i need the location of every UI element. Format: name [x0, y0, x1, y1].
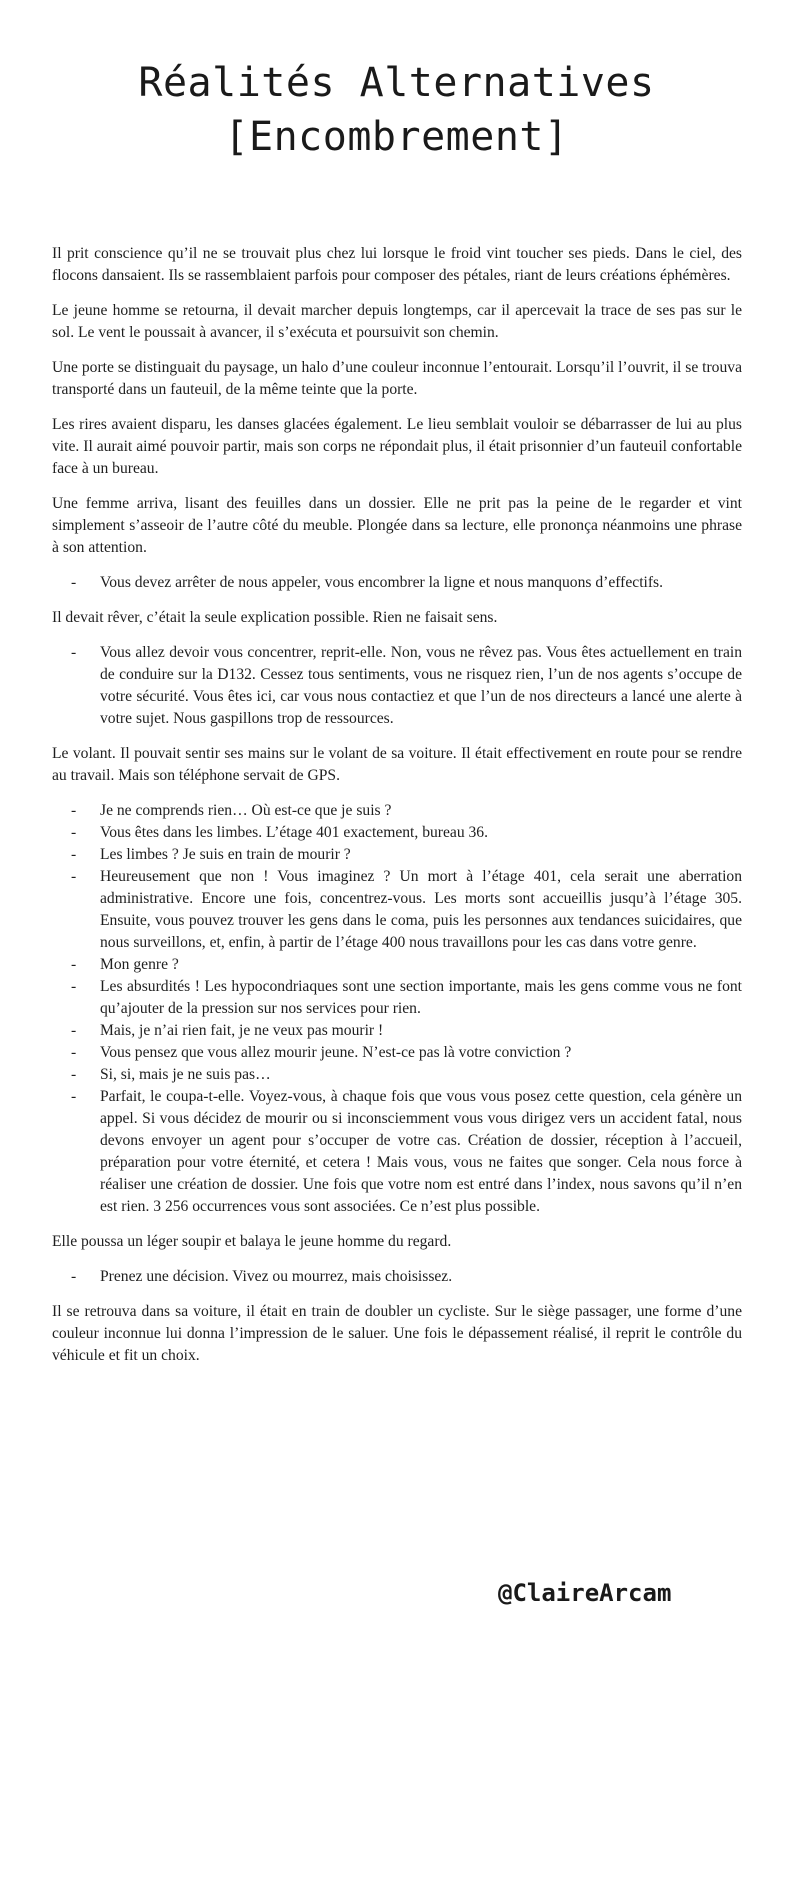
dialogue-list [52, 1266, 742, 1288]
paragraph: Les rires avaient disparu, les danses glacées également. Le lieu semblait vouloir se débarrasser de lui au plus vite. Il aurait aimé pouvoir partir, mais son corps ne répondait plus, il était prisonnier d’un fauteuil confortable face à un bureau. [52, 416, 742, 477]
paragraph: Une porte se distinguait du paysage, un halo d’une couleur inconnue l’entourait. Lorsqu’il l’ouvrit, il se trouva transporté dans un fauteuil, de la même teinte que la porte. [52, 359, 742, 398]
author-signature: @ClaireArcam [498, 1579, 672, 1607]
dialogue-line: - Vous pensez que vous allez mourir jeune. N’est-ce pas là votre conviction ? [52, 1042, 742, 1064]
dialogue-line: - Vous devez arrêter de nous appeler, vous encombrer la ligne et nous manquons d’effectifs. [52, 572, 742, 594]
paragraph: Elle poussa un léger soupir et balaya le jeune homme du regard. [52, 1233, 452, 1250]
paragraph: Le volant. Il pouvait sentir ses mains sur le volant de sa voiture. Il était effectivement en route pour se rendre au travail. Mais son téléphone servait de GPS. [52, 745, 742, 784]
title-line-1: Réalités Alternatives [138, 60, 655, 106]
dialogue-line: - Je ne comprends rien… Où est-ce que je suis ? [52, 800, 742, 822]
paragraph: Le jeune homme se retourna, il devait marcher depuis longtemps, car il apercevait la trace de ses pas sur le sol. Le vent le poussait à avancer, il s’exécuta et poursuivit son chemin. [52, 302, 742, 341]
paragraph: Une femme arriva, lisant des feuilles dans un dossier. Elle ne prit pas la peine de le regarder et vint simplement s’asseoir de l’autre côté du meuble. Plongée dans sa lecture, elle prononça néanmoins une phrase à son attention. [52, 495, 742, 556]
dialogue-line: - Vous êtes dans les limbes. L’étage 401 exactement, bureau 36. [52, 822, 742, 844]
story-body [52, 243, 742, 1380]
dialogue-list [52, 572, 742, 594]
paragraph: Il prit conscience qu’il ne se trouvait plus chez lui lorsque le froid vint toucher ses pieds. Dans le ciel, des flocons dansaient. Ils se rassemblaient parfois pour composer des pétales, riant de leurs créations éphémères. [52, 245, 742, 284]
dialogue-list [52, 642, 742, 730]
dialogue-line: - Prenez une décision. Vivez ou mourrez, mais choisissez. [52, 1266, 742, 1288]
title-line-2: [Encombrement] [224, 114, 569, 160]
dialogue-line: - Les limbes ? Je suis en train de mourir ? [52, 844, 742, 866]
paragraph: Il se retrouva dans sa voiture, il était en train de doubler un cycliste. Sur le siège passager, une forme d’une couleur inconnue lui donna l’impression de le saluer. Une fois le dépassement réalisé, il reprit le contrôle du véhicule et fit un choix. [52, 1303, 742, 1364]
dialogue-line: - Si, si, mais je ne suis pas… [52, 1064, 742, 1086]
dialogue-line: - Parfait, le coupa-t-elle. Voyez-vous, à chaque fois que vous vous posez cette question, cela génère un appel. Si vous décidez de mourir ou si inconsciemment vous vous dirigez vers un accident fatal, nous devons envoyer un agent pour s’occuper de votre cas. Création de dossier, réception à l’accueil, préparation pour votre éternité, et cetera ! Mais vous, vous ne faites que songer. Cela nous force à réaliser une création de dossier. Une fois que votre nom est entré dans l’index, nous savons qu’il n’en est rien. 3 256 occurrences vous sont associées. Ce n’est plus possible. [52, 1086, 742, 1218]
dialogue-line: - Heureusement que non ! Vous imaginez ? Un mort à l’étage 401, cela serait une aberration administrative. Encore une fois, concentrez-vous. Les morts sont accueillis jusqu’à l’étage 305. Ensuite, vous pouvez trouver les gens dans le coma, puis les personnes aux tendances suicidaires, que nous surveillons, et, enfin, à partir de l’étage 400 nous travaillons pour les cas dans votre genre. [52, 866, 742, 954]
dialogue-line: - Mais, je n’ai rien fait, je ne veux pas mourir ! [52, 1020, 742, 1042]
dialogue-list [52, 800, 742, 1218]
paragraph: Il devait rêver, c’était la seule explication possible. Rien ne faisait sens. [52, 609, 498, 626]
dialogue-line: - Mon genre ? [52, 954, 742, 976]
dialogue-line: - Vous allez devoir vous concentrer, reprit-elle. Non, vous ne rêvez pas. Vous êtes actuellement en train de conduire sur la D132. Cessez tous sentiments, vous ne risquez rien, l’un de nos agents s’occupe de votre sécurité. Vous êtes ici, car vous nous contactiez et que l’un de nos directeurs a lancé une alerte à votre sujet. Nous gaspillons trop de ressources. [52, 642, 742, 730]
dialogue-line: - Les absurdités ! Les hypocondriaques sont une section importante, mais les gens comme vous ne font qu’ajouter de la pression sur nos services pour rien. [52, 976, 742, 1020]
page-title [0, 56, 793, 164]
